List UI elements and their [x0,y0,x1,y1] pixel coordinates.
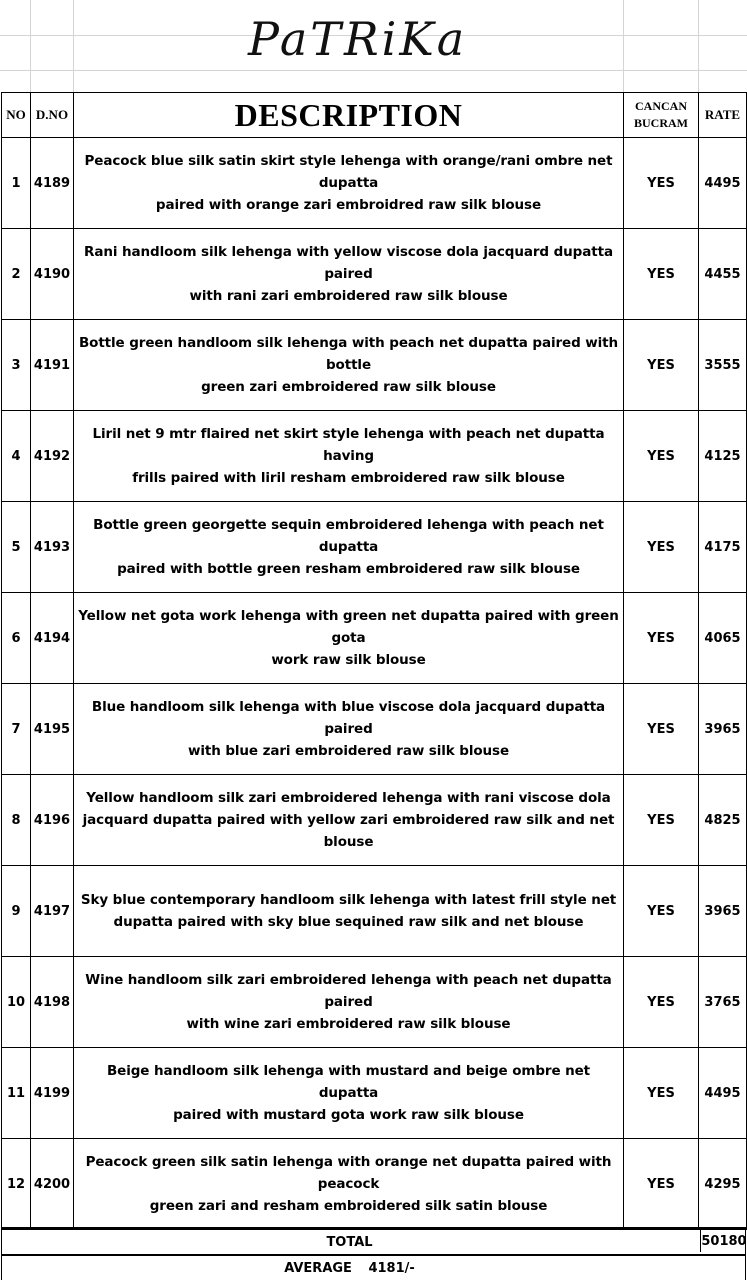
description-line: Wine handloom silk zari embroidered lehenga with peach net dupatta paired [85,972,612,1010]
catalog-table [1,92,747,1230]
description-line: Liril net 9 mtr flaired net skirt style lehenga with peach net dupatta having [92,426,605,464]
rate-value: 4455 [699,229,747,320]
description [74,1048,624,1139]
row-number: 8 [2,775,31,866]
row-number: 6 [2,593,31,684]
design-number: 4194 [31,593,74,684]
description-line: Sky blue contemporary handloom silk lehenga with latest frill style net [80,892,617,908]
header-rate: RATE [699,93,747,138]
description [74,866,624,957]
grid-line [73,0,74,92]
rate-value: 3965 [699,866,747,957]
description [74,684,624,775]
row-number: 10 [2,957,31,1048]
design-number: 4198 [31,957,74,1048]
total-label: TOTAL [326,1235,373,1250]
description-line: work raw silk blouse [271,652,426,668]
design-number: 4190 [31,229,74,320]
rate-value: 4495 [699,1048,747,1139]
description [74,229,624,320]
description-line: Rani handloom silk lehenga with yellow viscose dola jacquard dupatta paired [84,244,613,282]
design-number: 4191 [31,320,74,411]
table-row [2,1139,747,1230]
design-number: 4189 [31,138,74,229]
description [74,502,624,593]
table-row [2,866,747,957]
description-line: Yellow handloom silk zari embroidered lehenga with rani viscose dola [86,790,611,806]
design-number: 4199 [31,1048,74,1139]
average-value: 4181/- [368,1261,415,1276]
header-no: NO [2,93,31,138]
description-line: with rani zari embroidered raw silk blouse [189,288,508,304]
design-number: 4200 [31,1139,74,1230]
description [74,957,624,1048]
grid-line [623,0,624,92]
header-cancan-line2: BUCRAM [634,116,688,130]
design-number: 4197 [31,866,74,957]
description-line: dupatta paired with sky blue sequined raw silk and net blouse [113,914,584,930]
row-number: 9 [2,866,31,957]
description [74,775,624,866]
cancan-bucram-value: YES [624,320,699,411]
row-number: 11 [2,1048,31,1139]
description-line: Bottle green georgette sequin embroidered lehenga with peach net dupatta [93,517,604,555]
cancan-bucram-value: YES [624,411,699,502]
description-line: paired with orange zari embroidred raw silk blouse [155,197,542,213]
header-cancan-bucram [624,93,699,138]
description [74,411,624,502]
description-line: with blue zari embroidered raw silk blouse [187,743,510,759]
cancan-bucram-value: YES [624,593,699,684]
description [74,320,624,411]
header-description: DESCRIPTION [74,93,624,138]
description-line: Peacock blue silk satin skirt style lehenga with orange/rani ombre net dupatta [84,153,613,191]
table-row [2,775,747,866]
header-cancan-line1: CANCAN [635,99,687,113]
description-line: jacquard dupatta paired with yellow zari embroidered raw silk and net blouse [82,812,615,850]
header-row [2,93,747,138]
rate-value: 3765 [699,957,747,1048]
rate-value: 4825 [699,775,747,866]
table-row [2,684,747,775]
cancan-bucram-value: YES [624,1139,699,1230]
description-line: with wine zari embroidered raw silk blouse [186,1016,511,1032]
description-line: Yellow net gota work lehenga with green net dupatta paired with green gota [78,608,619,646]
description-line: Bottle green handloom silk lehenga with peach net dupatta paired with bottle [78,335,619,373]
design-number: 4193 [31,502,74,593]
description [74,1139,624,1230]
row-number: 5 [2,502,31,593]
row-number: 3 [2,320,31,411]
description-line: paired with mustard gota work raw silk blouse [173,1107,524,1123]
cancan-bucram-value: YES [624,957,699,1048]
total-row [1,1230,746,1254]
description-line: green zari embroidered raw silk blouse [201,379,496,395]
cancan-bucram-value: YES [624,138,699,229]
rate-value: 4125 [699,411,747,502]
table-row [2,229,747,320]
divider [1,1227,746,1229]
table-row [2,1048,747,1139]
table-row [2,502,747,593]
cancan-bucram-value: YES [624,775,699,866]
design-number: 4195 [31,684,74,775]
brand-logo: PaTRiKa [248,12,468,66]
cancan-bucram-value: YES [624,502,699,593]
grid-line [30,0,31,92]
description-line: Blue handloom silk lehenga with blue viscose dola jacquard dupatta paired [91,699,606,737]
rate-value: 4495 [699,138,747,229]
table-row [2,593,747,684]
description-line: Beige handloom silk lehenga with mustard and beige ombre net dupatta [106,1063,591,1101]
cancan-bucram-value: YES [624,684,699,775]
average-label: AVERAGE [284,1261,352,1276]
design-number: 4196 [31,775,74,866]
cancan-bucram-value: YES [624,866,699,957]
table-row [2,138,747,229]
rate-value: 3965 [699,684,747,775]
cancan-bucram-value: YES [624,1048,699,1139]
description [74,138,624,229]
average-row [1,1256,698,1280]
row-number: 2 [2,229,31,320]
total-value: 50180 [700,1230,747,1252]
description-line: Peacock green silk satin lehenga with orange net dupatta paired with peacock [85,1154,612,1192]
description [74,593,624,684]
rate-value: 4175 [699,502,747,593]
header-design-number: D.NO [31,93,74,138]
row-number: 4 [2,411,31,502]
table-row [2,411,747,502]
description-line: paired with bottle green resham embroidered raw silk blouse [117,561,580,577]
rate-value: 4295 [699,1139,747,1230]
row-number: 7 [2,684,31,775]
row-number: 12 [2,1139,31,1230]
grid-line [698,0,699,92]
description-line: frills paired with liril resham embroidered raw silk blouse [132,470,565,486]
table-row [2,957,747,1048]
row-number: 1 [2,138,31,229]
cancan-bucram-value: YES [624,229,699,320]
description-line: green zari and resham embroidered silk satin blouse [149,1198,548,1214]
rate-value: 4065 [699,593,747,684]
rate-value: 3555 [699,320,747,411]
design-number: 4192 [31,411,74,502]
table-row [2,320,747,411]
